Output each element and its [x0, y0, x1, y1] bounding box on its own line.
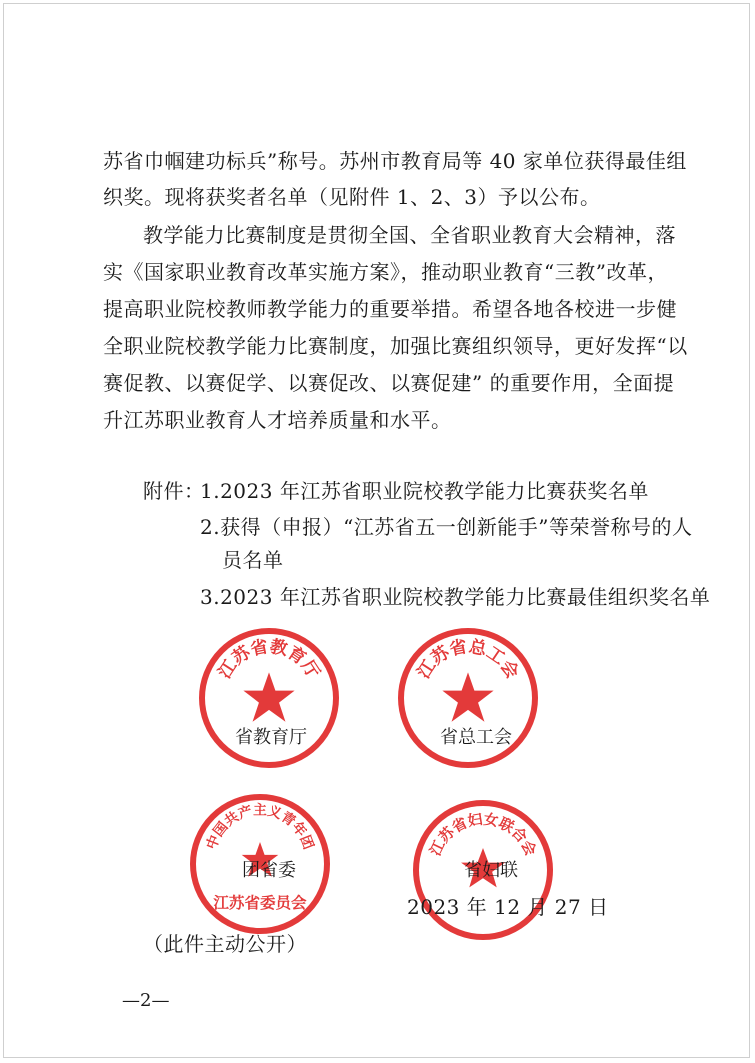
body-line-3: 教学能力比赛制度是贯彻全国、全省职业教育大会精神，落 [143, 223, 676, 247]
attachment-item-2: 2.获得（申报）“江苏省五一创新能手”等荣誉称号的人 [200, 515, 693, 539]
svg-text:中国共产主义青年团: 中国共产主义青年团 [203, 802, 317, 852]
attachment-item-3: 3.2023 年江苏省职业院校教学能力比赛最佳组织奖名单 [200, 585, 711, 609]
svg-text:江苏省教育厅: 江苏省教育厅 [214, 636, 324, 683]
signatory-union: 省总工会 [440, 727, 512, 748]
body-line-5: 提高职业院校教师教学能力的重要举措。希望各地各校进一步健 [103, 297, 677, 321]
document-date: 2023 年 12 月 27 日 [407, 895, 609, 919]
attachment-item-2-cont: 员名单 [222, 548, 284, 572]
attachment-item-1: 1.2023 年江苏省职业院校教学能力比赛获奖名单 [200, 479, 649, 503]
svg-text:江苏省委员会: 江苏省委员会 [213, 893, 307, 912]
body-line-4: 实《国家职业教育改革实施方案》，推动职业教育“三教”改革， [103, 260, 668, 284]
body-line-8: 升江苏职业教育人才培养质量和水平。 [103, 408, 452, 432]
body-line-6: 全职业院校教学能力比赛制度，加强比赛组织领导，更好发挥“以 [103, 334, 688, 358]
signatory-edu: 省教育厅 [235, 727, 307, 748]
body-line-2: 织奖。现将获奖者名单（见附件 1、2、3）予以公布。 [103, 185, 601, 209]
body-line-1: 苏省巾帼建功标兵”称号。苏州市教育局等 40 家单位获得最佳组 [103, 149, 687, 173]
page-number: —2— [122, 990, 170, 1011]
body-line-7: 赛促教、以赛促学、以赛促改、以赛促建” 的重要作用，全面提 [103, 371, 675, 395]
disclosure-note: （此件主动公开） [143, 932, 307, 956]
svg-text:江苏省总工会: 江苏省总工会 [413, 636, 523, 683]
signatory-women: 省妇联 [464, 860, 518, 881]
signatory-youth: 团省委 [242, 860, 296, 881]
attachments-label: 附件： [143, 479, 205, 503]
svg-text:江苏省妇女联合会: 江苏省妇女联合会 [426, 810, 540, 859]
